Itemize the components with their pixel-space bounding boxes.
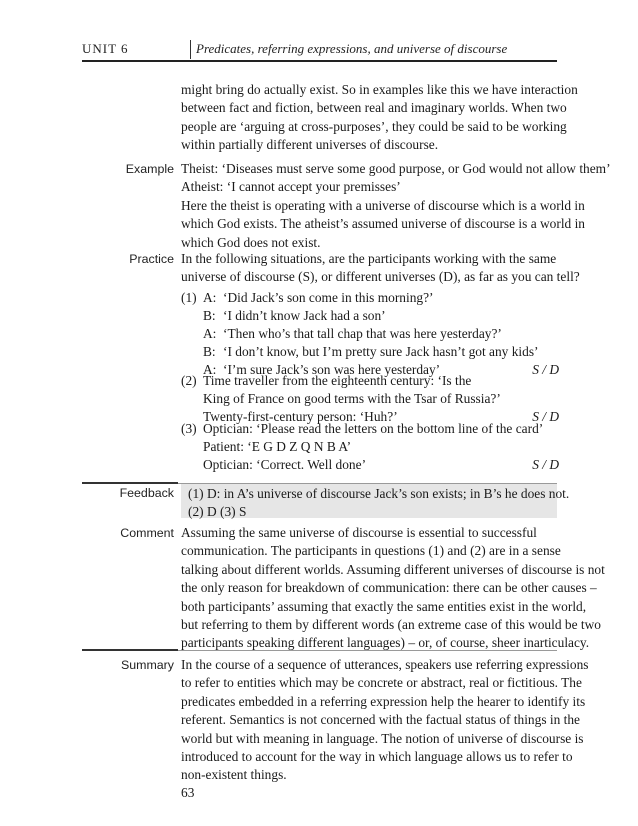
speaker: A:: [203, 326, 217, 341]
utterance: ‘I don’t know, but I’m pretty sure Jack hasn’t got any kids’: [223, 344, 539, 359]
running-header: [82, 40, 557, 62]
text-line: world but with meaning in language. The notion of universe of discourse is: [181, 730, 584, 746]
header-divider: [190, 40, 191, 59]
page-number: 63: [181, 785, 195, 800]
practice-label: Practice: [129, 252, 174, 266]
text-line: non-existent things.: [181, 767, 287, 783]
speaker: A:: [203, 290, 217, 305]
question-number: (1): [181, 290, 197, 305]
text-line: which God exists. The atheist’s assumed universe of discourse is a world in: [181, 216, 586, 232]
text-line: referent. Semantics is not concerned with the factual status of things in the: [181, 712, 580, 728]
speaker: B:: [203, 344, 216, 359]
example-paragraph: [181, 160, 611, 252]
text-line: Here the theist is operating with a universe of discourse which is a world in: [181, 197, 585, 213]
question-line: Optician: ‘Please read the letters on the bottom line of the card’: [203, 421, 544, 436]
text-line: introduced to account for the way in which language allows us to refer to: [181, 748, 573, 764]
text-line: talking about different worlds. Assuming different universes of discourse is not: [181, 561, 605, 577]
feedback-text: [188, 485, 570, 522]
utterance: ‘Did Jack’s son come in this morning?’: [223, 290, 434, 305]
text-line: within partially different universes of discourse.: [181, 137, 439, 153]
example-label: Example: [125, 162, 174, 176]
chapter-title: Predicates, referring expressions, and universe of discourse: [196, 41, 508, 56]
unit-label: UNIT 6: [82, 41, 129, 56]
comment-paragraph: [181, 524, 605, 653]
question-number: (2): [181, 373, 197, 388]
text-line: might bring do actually exist. So in examples like this we have interaction: [181, 82, 578, 97]
practice-question-2: [181, 372, 559, 426]
practice-question-1: [181, 289, 559, 379]
text-line: which God does not exist.: [181, 234, 321, 250]
feedback-label: Feedback: [119, 486, 174, 500]
summary-paragraph: [181, 656, 589, 785]
text-line: In the following situations, are the participants working with the same: [181, 251, 557, 266]
section-divider-accent: [82, 649, 178, 651]
text-line: In the course of a sequence of utterances, speakers use referring expressions: [181, 657, 589, 672]
summary-label: Summary: [120, 658, 174, 672]
speaker: A:: [203, 362, 217, 377]
answer-choice: S / D: [532, 409, 559, 424]
comment-label: Comment: [120, 526, 174, 540]
question-line: King of France on good terms with the Tsar of Russia?’: [203, 391, 501, 406]
utterance: ‘Then who’s that tall chap that was here yesterday?’: [223, 326, 502, 341]
question-line: Twenty-first-century person: ‘Huh?’: [203, 409, 398, 424]
question-line: Time traveller from the eighteenth century: ‘Is the: [203, 373, 472, 388]
text-line: to refer to entities which may be concrete or abstract, real or fictitious. The: [181, 675, 582, 691]
text-line: both participants’ assuming that exactly the same entities exist in the world,: [181, 598, 587, 614]
text-line: people are ‘arguing at cross-purposes’, they could be said to be working: [181, 118, 567, 134]
answer-choice: S / D: [532, 457, 559, 472]
intro-paragraph: [181, 81, 578, 155]
text-line: the only reason for breakdown of communication: there can be other causes –: [181, 580, 597, 596]
text-line: Atheist: ‘I cannot accept your premisses’: [181, 179, 401, 195]
text-line: predicates embedded in a referring expression help the hearer to identify its: [181, 693, 586, 709]
text-line: (1) D: in A’s universe of discourse Jack’s son exists; in B’s he does not.: [188, 486, 570, 501]
practice-intro: [181, 250, 580, 287]
text-line: communication. The participants in questions (1) and (2) are in a sense: [181, 543, 561, 559]
text-line: participants speaking different languages) – or, of course, sheer inarticulacy.: [181, 635, 590, 651]
text-line: but referring to them by different words (an extreme case of this would be two: [181, 616, 601, 632]
text-line: Theist: ‘Diseases must serve some good purpose, or God would not allow them’: [181, 161, 611, 176]
text-line: (2) D (3) S: [188, 504, 247, 520]
speaker: B:: [203, 308, 216, 323]
text-line: universe of discourse (S), or different universes (D), as far as you can tell?: [181, 269, 580, 285]
utterance: ‘I’m sure Jack’s son was here yesterday’: [223, 362, 441, 377]
question-line: Optician: ‘Correct. Well done’: [203, 457, 367, 472]
practice-question-3: [181, 420, 559, 474]
text-line: between fact and fiction, between real and imaginary worlds. When two: [181, 100, 567, 116]
text-line: Assuming the same universe of discourse is essential to successful: [181, 525, 537, 540]
question-line: Patient: ‘E G D Z Q N B A’: [203, 439, 352, 454]
question-number: (3): [181, 421, 197, 436]
answer-choice: S / D: [532, 362, 559, 377]
utterance: ‘I didn’t know Jack had a son’: [223, 308, 386, 323]
